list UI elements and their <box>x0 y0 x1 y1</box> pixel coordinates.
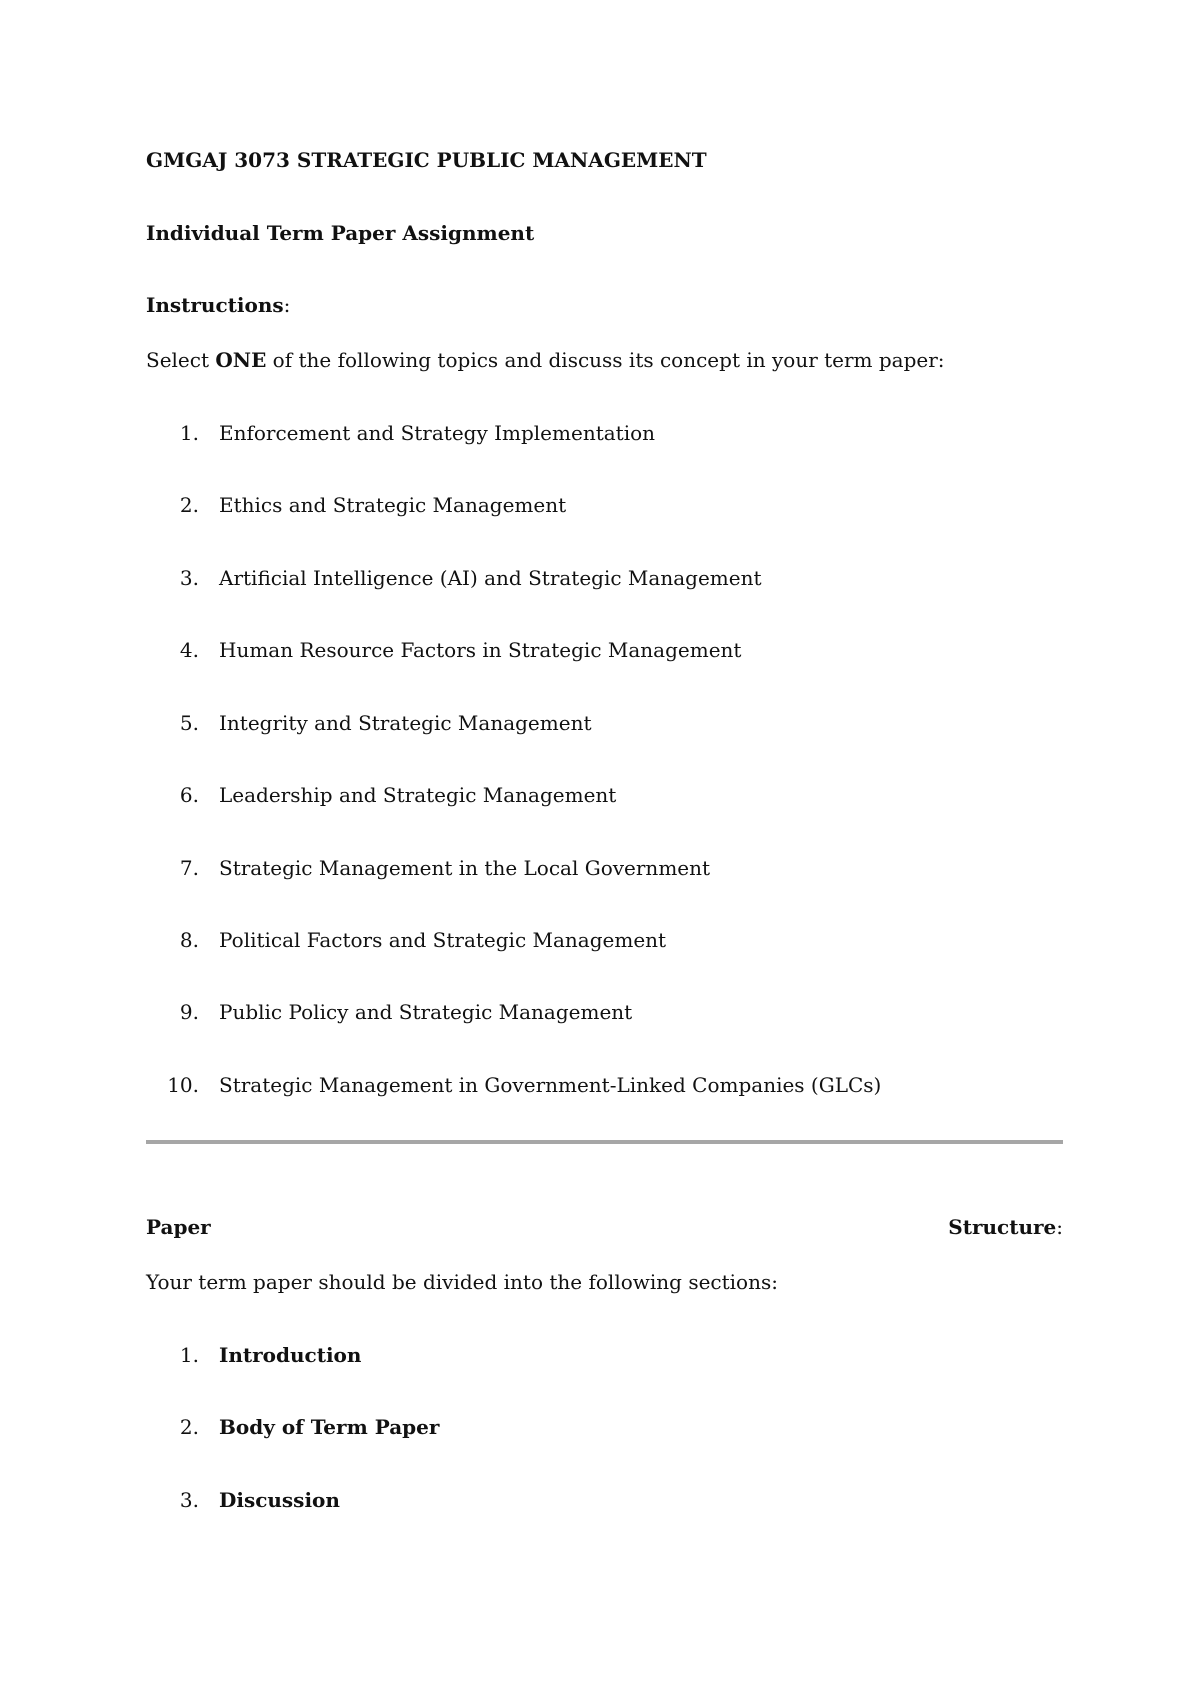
topic-number: 4. <box>179 638 199 662</box>
section-number: 3. <box>179 1488 199 1512</box>
section-label: Introduction <box>219 1343 362 1367</box>
topic-number: 5. <box>179 711 199 735</box>
topic-number: 7. <box>179 856 199 880</box>
instructions-heading <box>146 292 290 318</box>
topic-number: 2. <box>179 493 199 517</box>
horizontal-divider <box>146 1140 1063 1144</box>
topic-number: 8. <box>179 928 199 952</box>
topic-label: Political Factors and Strategic Management <box>219 928 667 952</box>
topic-label: Leadership and Strategic Management <box>219 783 617 807</box>
topic-number: 6. <box>179 783 199 807</box>
section-label: Discussion <box>219 1488 340 1512</box>
course-title: GMGAJ 3073 STRATEGIC PUBLIC MANAGEMENT <box>146 148 707 172</box>
section-label: Body of Term Paper <box>219 1415 440 1439</box>
instructions-heading-label: Instructions <box>146 293 284 317</box>
structure-heading-colon: : <box>1056 1215 1063 1239</box>
topic-label: Human Resource Factors in Strategic Management <box>219 638 742 662</box>
instruction-post: of the following topics and discuss its concept in your term paper: <box>266 348 945 372</box>
structure-intro: Your term paper should be divided into the following sections: <box>146 1270 778 1294</box>
topic-number: 1. <box>179 421 199 445</box>
instructions-heading-colon: : <box>283 293 291 317</box>
instruction-emphasis: ONE <box>215 348 267 372</box>
structure-heading-label: Structure <box>948 1215 1057 1239</box>
topic-label: Artificial Intelligence (AI) and Strategic Management <box>219 566 762 590</box>
topic-number: 9. <box>179 1000 199 1024</box>
instruction-text <box>146 347 945 373</box>
section-number: 2. <box>179 1415 199 1439</box>
topic-label: Ethics and Strategic Management <box>219 493 567 517</box>
topic-label: Public Policy and Strategic Management <box>219 1000 633 1024</box>
assignment-title: Individual Term Paper Assignment <box>146 221 535 245</box>
topic-label: Integrity and Strategic Management <box>219 711 592 735</box>
topic-label: Strategic Management in the Local Government <box>219 856 711 880</box>
topic-label: Enforcement and Strategy Implementation <box>219 421 656 445</box>
topic-number: 3. <box>179 566 199 590</box>
structure-heading-right <box>948 1214 1063 1240</box>
topic-number: 10. <box>167 1073 199 1097</box>
instruction-pre: Select <box>146 348 216 372</box>
topic-label: Strategic Management in Government-Linked Companies (GLCs) <box>219 1073 882 1097</box>
structure-heading-left: Paper <box>146 1215 211 1239</box>
section-number: 1. <box>179 1343 199 1367</box>
